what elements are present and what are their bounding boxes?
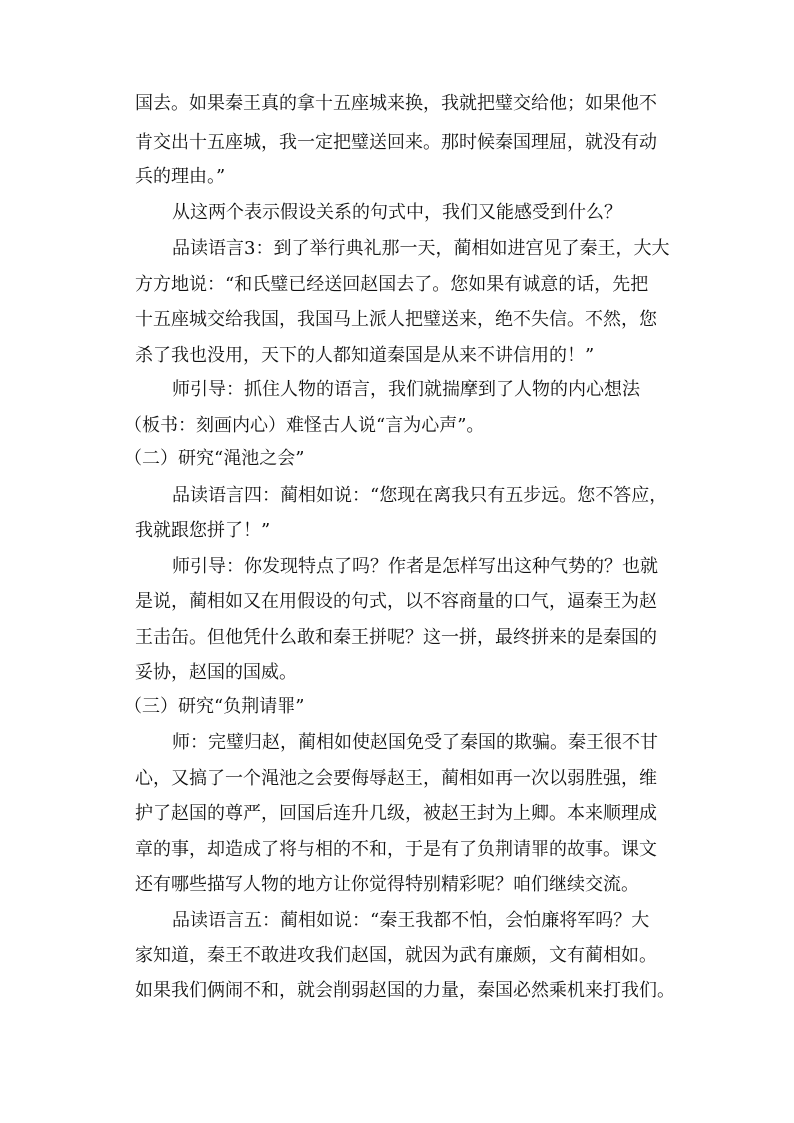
- text-line: 兵的理由。”: [135, 166, 226, 187]
- text-line: 王击缶。但他凭什么敢和秦王拼呢？这一拼，最终拼来的是秦国的: [135, 627, 657, 648]
- text-line: 从这两个表示假设关系的句式中，我们又能感受到什么？: [172, 202, 622, 223]
- text-line: 杀了我也没用，天下的人都知道秦国是从来不讲信用的！”: [135, 345, 595, 366]
- text-line: 方方地说：“和氏璧已经送回赵国去了。您如果有诚意的话，先把: [135, 274, 649, 295]
- text-line: 还有哪些描写人物的地方让你觉得特别精彩呢？咱们继续交流。: [135, 874, 639, 895]
- text-line: 品读语言五：蔺相如说：“秦王我都不怕，会怕廉将军吗？大: [172, 910, 650, 931]
- text-line: 章的事，却造成了将与相的不和，于是有了负荆请罪的故事。课文: [135, 839, 657, 860]
- text-line: 家知道，秦王不敢进攻我们赵国，就因为武有廉颇，文有蔺相如。: [135, 945, 657, 966]
- text-line: 十五座城交给我国，我国马上派人把璧送来，绝不失信。不然，您: [135, 309, 657, 330]
- text-line: 我就跟您拼了！”: [135, 520, 271, 541]
- text-line: （板书：刻画内心）难怪古人说“言为心声”。: [124, 415, 485, 436]
- text-line: 国去。如果秦王真的拿十五座城来换，我就把璧交给他；如果他不: [135, 93, 657, 114]
- section-heading: （三）研究“负荆请罪”: [124, 696, 305, 717]
- text-line: 肯交出十五座城，我一定把璧送回来。那时候秦国理屈，就没有动: [135, 132, 657, 153]
- text-line: 师引导：抓住人物的语言，我们就揣摩到了人物的内心想法: [172, 379, 640, 400]
- text-line: 是说，蔺相如又在用假设的句式，以不容商量的口气，逼秦王为赵: [135, 591, 657, 612]
- section-heading: （二）研究“渑池之会”: [124, 448, 305, 469]
- text-line: 品读语言3：到了举行典礼那一天，蔺相如进宫见了秦王，大大: [172, 238, 670, 259]
- text-line: 妥协，赵国的国威。: [135, 662, 297, 683]
- text-line: 师：完璧归赵，蔺相如使赵国免受了秦国的欺骗。秦王很不甘: [172, 732, 658, 753]
- text-line: 护了赵国的尊严，回国后连升几级，被赵王封为上卿。本来顺理成: [135, 803, 657, 824]
- text-line: 心，又搞了一个渑池之会要侮辱赵王，蔺相如再一次以弱胜强，维: [135, 768, 657, 789]
- text-line: 品读语言四：蔺相如说：“您现在离我只有五步远。您不答应，: [172, 485, 668, 506]
- text-line: 师引导：你发现特点了吗？作者是怎样写出这种气势的？也就: [172, 556, 658, 577]
- text-line: 如果我们俩闹不和，就会削弱赵国的力量，秦国必然乘机来打我们。: [135, 980, 675, 1001]
